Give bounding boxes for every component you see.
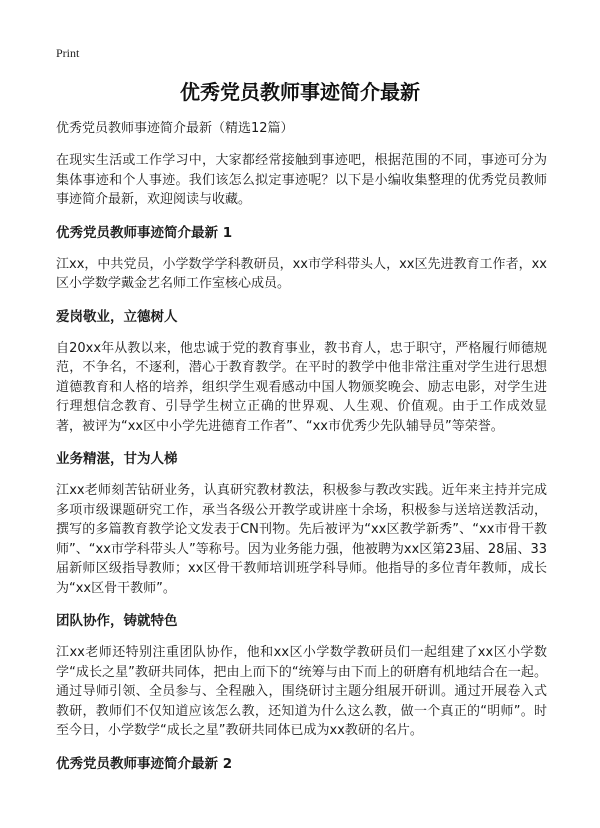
page-title: 优秀党员教师事迹简介最新 (180, 80, 420, 104)
section-heading-2: 优秀党员教师事迹简介最新 2 (56, 755, 233, 772)
section-paragraph: 江xx老师刻苦钻研业务，认真研究教材教法，积极参与教改实践。近年来主持并完成多项市级课题研究工作，承当各级公开教学或讲座十余场，积极参与送培送教活动，撰写的多篇教育教学论文发表于CN刊物。先后被评为“xx区教学新秀”、“xx市骨干教师”、“xx市学科带头人”等称号。因为业务能力强，他被聘为xx区第23届、28届、33届新师区级指导教师；xx区骨干教师培训班学科导师。他指导的多位青年教师，成长为“xx区骨干教师”。 (56, 483, 547, 596)
section-paragraph: 江xx，中共党员，小学数学学科教研员，xx市学科带头人，xx区先进教育工作者，xx区小学数学戴金艺名师工作室核心成员。 (56, 256, 547, 291)
section-heading-1: 优秀党员教师事迹简介最新 1 (56, 224, 233, 241)
section-paragraph: 自20xx年从教以来，他忠诚于党的教育事业，教书育人，忠于职守，严格履行师德规范，不争名，不逐利，潜心于教育教学。在平时的教学中他非常注重对学生进行思想道德教育和人格的培养，组织学生观看感动中国人物颁奖晚会、励志电影，对学生进行理想信念教育、引导学生树立正确的世界观、人生观、价值观。由于工作成效显著，被评为“xx区中小学先进德育工作者”、“xx市优秀少先队辅导员”等荣誉。 (56, 340, 547, 434)
article-body (56, 120, 547, 786)
intro-paragraph: 在现实生活或工作学习中，大家都经常接触到事迹吧，根据范围的不同，事迹可分为集体事迹和个人事迹。我们该怎么拟定事迹呢？以下是小编收集整理的优秀党员教师事迹简介最新，欢迎阅读与收藏。 (56, 153, 547, 207)
section-heading-teamwork: 团队协作，铸就特色 (56, 613, 178, 629)
article-subtitle: 优秀党员教师事迹简介最新（精选12篇） (56, 121, 294, 136)
section-heading-expertise: 业务精湛，甘为人梯 (56, 451, 178, 467)
section-paragraph: 江xx老师还特别注重团队协作，他和xx区小学数学教研员们一起组建了xx区小学数学“成长之星”教研共同体，把由上而下的“统筹与由下而上的研磨有机地结合在一起。通过导师引领、全员参与、全程融入，围绕研讨主题分组展开研训。通过开展卷入式教研，教师们不仅知道应该怎么教，还知道为什么这么教，做一个真正的“明师”。时至今日，小学数学“成长之星”教研共同体已成为xx教研的名片。 (56, 645, 547, 738)
print-link[interactable]: Print (56, 46, 80, 60)
section-heading-dedication: 爱岗敬业，立德树人 (56, 308, 178, 325)
